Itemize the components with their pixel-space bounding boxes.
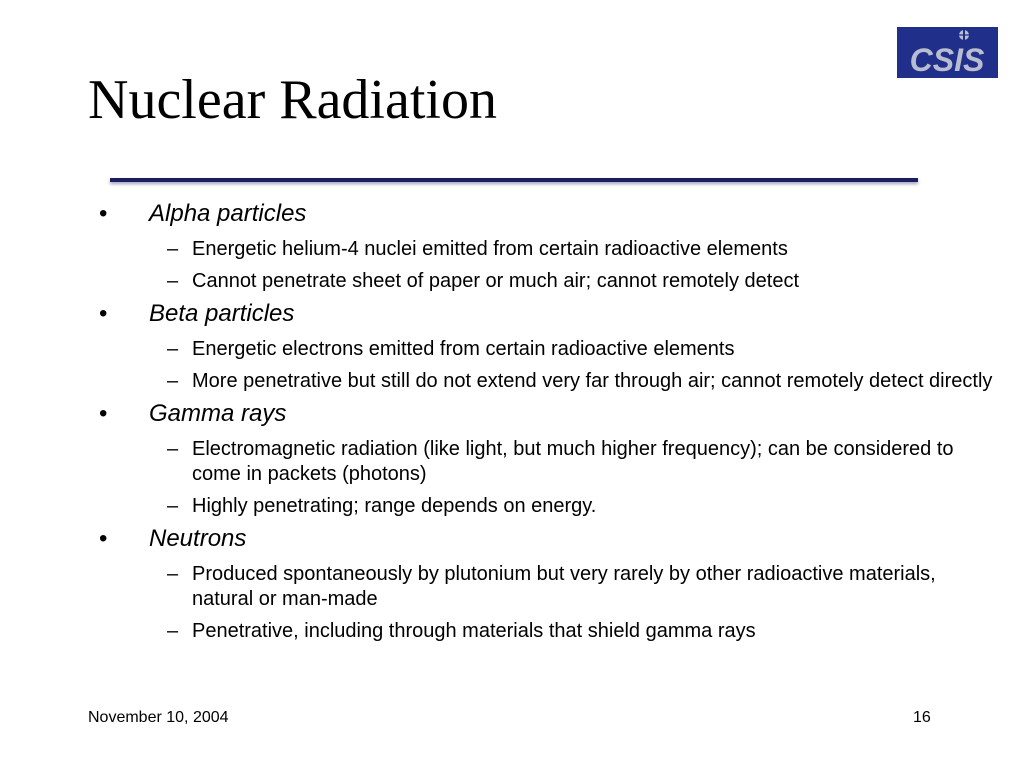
bullet-marker: • [99,525,108,552]
footer-date: November 10, 2004 [88,709,229,726]
sub-bullet-text: Penetrative, including through materials that shield gamma rays [192,620,756,642]
sub-bullet-item [0,494,1000,519]
logo-lettering: CSIS [909,42,985,78]
bullet-list [0,198,1000,644]
sub-bullet-text: More penetrative but still do not extend very far through air; cannot remotely detect directly [192,370,993,392]
sub-bullet-item [0,369,1000,394]
csis-logo [897,27,998,78]
bullet-item [0,398,1000,430]
sub-bullet-marker: – [167,438,179,460]
sub-bullet-marker: – [167,338,179,360]
sub-bullet-text: Electromagnetic radiation (like light, but much higher frequency); can be considered to come in packets (photons) [192,438,954,485]
title-divider [110,178,918,182]
sub-bullet-item [0,337,1000,362]
sub-bullet-marker: – [167,238,179,260]
bullet-item [0,523,1000,555]
sub-bullet-text: Energetic helium-4 nuclei emitted from certain radioactive elements [192,238,788,260]
bullet-label: Neutrons [149,525,247,552]
sub-bullet-marker: – [167,370,179,392]
sub-bullet-marker: – [167,563,179,585]
bullet-marker: • [99,300,108,327]
sub-bullet-text: Energetic electrons emitted from certain radioactive elements [192,338,735,360]
bullet-label: Alpha particles [149,200,307,227]
bullet-marker: • [99,200,108,227]
sub-bullet-text: Produced spontaneously by plutonium but very rarely by other radioactive materials, natural or man-made [192,563,936,610]
sub-bullet-marker: – [167,495,179,517]
bullet-item [0,198,1000,230]
bullet-item [0,298,1000,330]
sub-bullet-marker: – [167,270,179,292]
sub-bullet-item [0,619,1000,644]
sub-bullet-item [0,562,1000,612]
bullet-label: Gamma rays [149,400,287,427]
slide-title: Nuclear Radiation [88,69,497,131]
sub-bullet-item [0,437,1000,487]
sub-bullet-item [0,237,1000,262]
sub-bullet-marker: – [167,620,179,642]
sub-bullet-text: Highly penetrating; range depends on energy. [192,495,597,517]
bullet-marker: • [99,400,108,427]
sub-bullet-text: Cannot penetrate sheet of paper or much air; cannot remotely detect [192,270,800,292]
bullet-label: Beta particles [149,300,295,327]
page-number: 16 [913,709,931,726]
sub-bullet-item [0,269,1000,294]
